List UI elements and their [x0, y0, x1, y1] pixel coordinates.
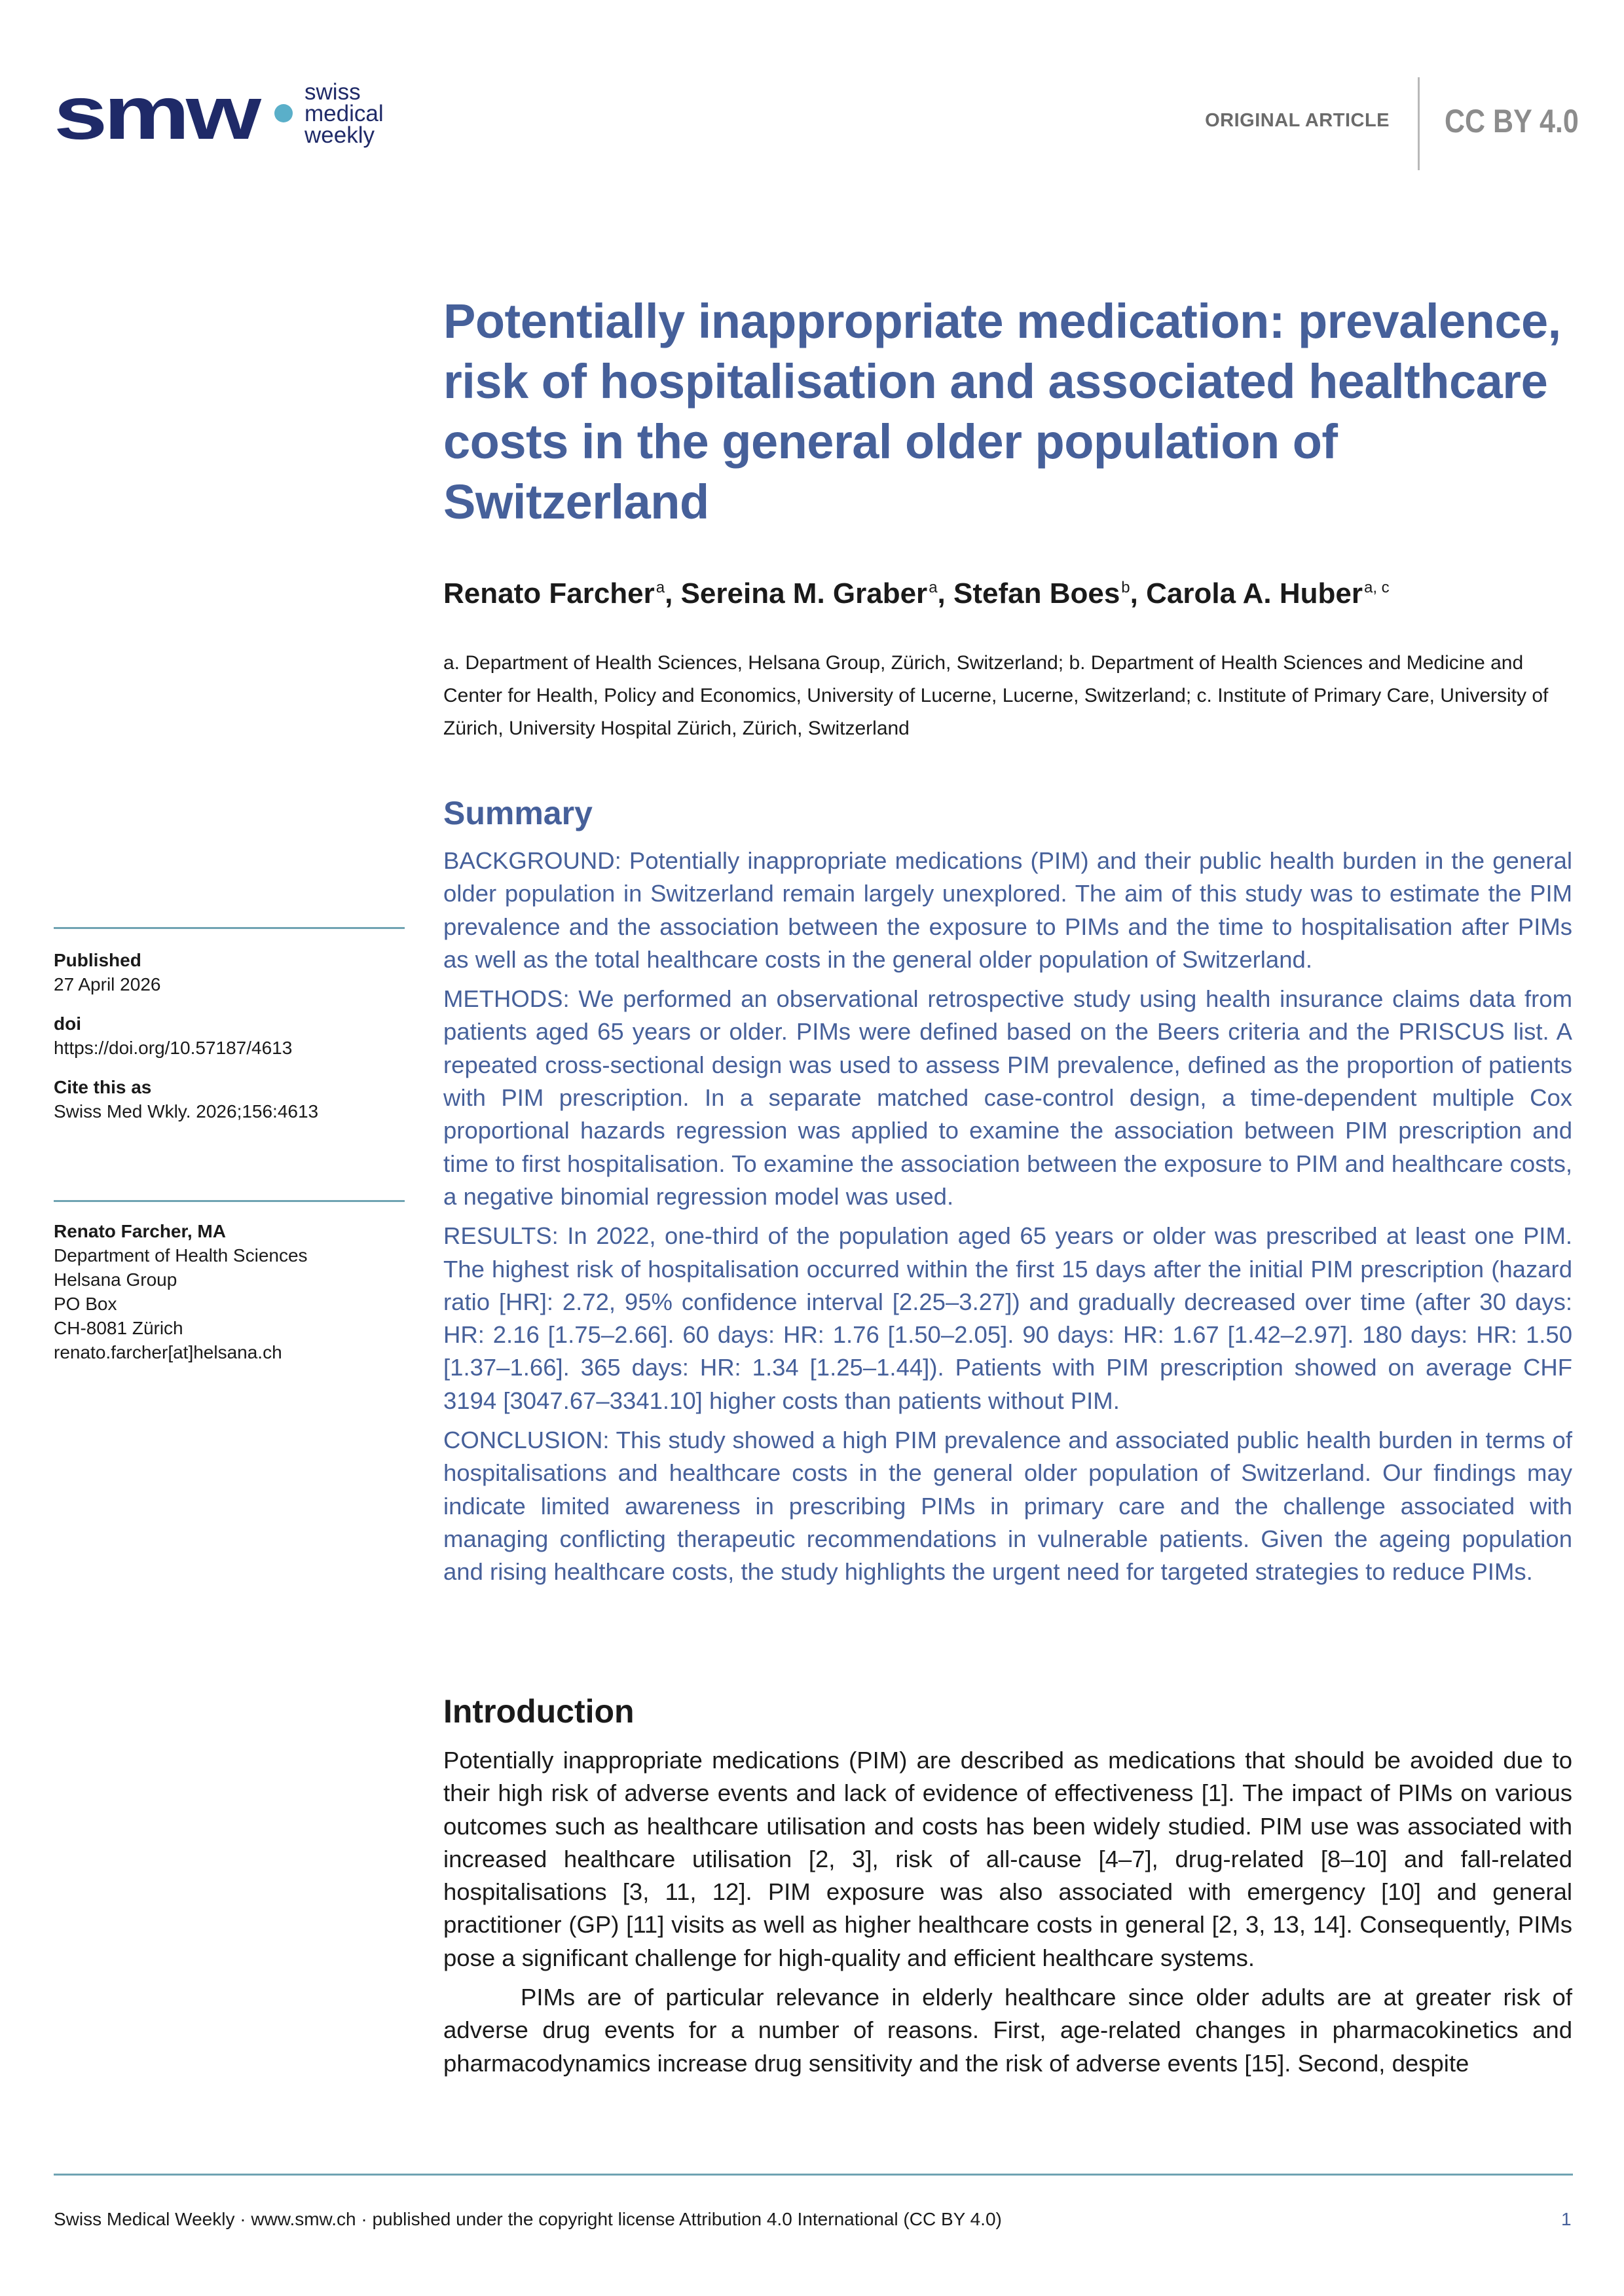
- article-type-label: ORIGINAL ARTICLE: [1205, 110, 1390, 131]
- summary-heading: Summary: [443, 795, 593, 831]
- address-line: CH-8081 Zürich: [54, 1318, 183, 1338]
- journal-logo: [54, 71, 384, 155]
- summary-conclusion: CONCLUSION: This study showed a high PIM prevalence and associated public health burden in terms of hospitalisations and healthcare costs in the general older population of Switzerland. Our findings may indicate limited awareness in prescribing PIMs in primary care and the challenge associated with managing conflicting therapeutic recommendations in vulnerable patients. Given the ageing population and rising healthcare costs, the study highlights the urgent need for targeted strategies to reduce PIMs.: [443, 1427, 1572, 1586]
- summary-results: RESULTS: In 2022, one-third of the population aged 65 years or older was prescribed at least one PIM. The highest risk of hospitalisation occurred within the first 15 days after the initial PIM prescription (hazard ratio [HR]: 2.72, 95% confidence interval [2.25–3.27]) and gradually decreased over time (after 30 days: HR: 2.16 [1.75–2.66]. 60 days: HR: 1.76 [1.50–2.05]. 90 days: HR: 1.67 [1.42–2.97]. 180 days: HR: 1.50 [1.37–1.66]. 365 days: HR: 1.34 [1.25–1.44]). Patients with PIM prescription showed on average CHF 3194 [3047.67–3341.10] higher costs than patients without PIM.: [443, 1222, 1572, 1414]
- author-affil-sup: a: [655, 579, 665, 596]
- corresponding-author-name: Renato Farcher, MA: [54, 1221, 226, 1241]
- author-affil-sup: b: [1121, 579, 1130, 596]
- footer-text: Swiss Medical Weekly · www.smw.ch · published under the copyright license Attribution 4.0 International (CC BY 4.0): [54, 2209, 1002, 2229]
- logo-line: swiss: [304, 79, 361, 105]
- author-separator: ,: [937, 577, 953, 610]
- logo-line: medical: [304, 100, 384, 126]
- header-divider: [1418, 77, 1420, 170]
- publication-info: [54, 948, 405, 1139]
- footer-rule: [54, 2174, 1573, 2176]
- doi-link[interactable]: https://doi.org/10.57187/4613: [54, 1038, 293, 1058]
- introduction-heading: Introduction: [443, 1693, 635, 1730]
- license-badge: CC BY 4.0: [1445, 103, 1579, 139]
- summary-background: BACKGROUND: Potentially inappropriate medications (PIM) and their public health burden in the general older population in Switzerland remain largely unexplored. The aim of this study was to estimate the PIM prevalence and the association between the exposure to PIMs and the time to hospitalisation after PIMs as well as the total healthcare costs in the general older population of Switzerland.: [443, 847, 1572, 973]
- sidebar-rule: [54, 927, 405, 929]
- logo-wordmark: smw: [54, 71, 258, 155]
- author-separator: ,: [665, 577, 681, 610]
- introduction-paragraph: PIMs are of particular relevance in elderly healthcare since older adults are at greater risk of adverse drug events for a number of reasons. First, age-related changes in pharmacokinetics and pharmacodynamics increase drug sensitivity and the risk of adverse events [15]. Second, despite: [443, 1984, 1572, 2077]
- author-name: Sereina M. Graber: [680, 577, 928, 610]
- address-line: Department of Health Sciences: [54, 1245, 308, 1266]
- address-line: PO Box: [54, 1294, 117, 1314]
- corresponding-author: [54, 1219, 405, 1364]
- page-number: 1: [1561, 2209, 1572, 2229]
- article-title: Potentially inappropriate medication: prevalence, risk of hospitalisation and associated healthcare costs in the general older population of Switzerland: [443, 294, 1561, 529]
- author-separator: ,: [1130, 577, 1147, 610]
- cite-label: Cite this as: [54, 1077, 152, 1097]
- address-line: Helsana Group: [54, 1269, 177, 1290]
- author-affil-sup: a, c: [1364, 579, 1390, 596]
- affiliations: a. Department of Health Sciences, Helsana Group, Zürich, Switzerland; b. Department of Health Sciences and Medicine and Center for Health, Policy and Economics, University of Lucerne, Lucerne, Switzerland; c. Institute of Primary Care, University of Zürich, University Hospital Zürich, Zürich, Switzerland: [443, 652, 1549, 739]
- introduction-paragraph: Potentially inappropriate medications (PIM) are described as medications that should be avoided due to their high risk of adverse events and lack of evidence of effectiveness [1]. The impact of PIMs on various outcomes such as healthcare utilisation and costs has been widely studied. PIM use was associated with increased healthcare utilisation [2, 3], risk of all-cause [4–7], drug-related [8–10] and fall-related hospitalisations [3, 11, 12]. PIM exposure was also associated with emergency [10] and general practitioner (GP) [11] visits as well as higher healthcare costs in general [2, 3, 13, 14]. Consequently, PIMs pose a significant challenge for high-quality and efficient healthcare systems.: [443, 1747, 1572, 1971]
- doi-label: doi: [54, 1013, 81, 1034]
- summary-methods: METHODS: We performed an observational retrospective study using health insurance claims data from patients aged 65 years or older. PIMs were defined based on the Beers criteria and the PRISCUS list. A repeated cross-sectional design was used to assess PIM prevalence, defined as the proportion of patients with PIM prescription. In a separate matched case-control design, a time-dependent multiple Cox proportional hazards regression was applied to examine the association between PIM prescription and time to first hospitalisation. To examine the association between the exposure to PIM and healthcare costs, a negative binomial regression model was used.: [443, 985, 1572, 1210]
- author-name: Renato Farcher: [443, 577, 655, 610]
- author-name: Carola A. Huber: [1146, 577, 1363, 610]
- author-name: Stefan Boes: [953, 577, 1120, 610]
- logo-journal-name: [304, 81, 384, 146]
- logo-dot-icon: [274, 104, 293, 122]
- sidebar-rule: [54, 1200, 405, 1202]
- citation: Swiss Med Wkly. 2026;156:4613: [54, 1101, 319, 1121]
- author-email[interactable]: renato.farcher[at]helsana.ch: [54, 1342, 282, 1362]
- logo-line: weekly: [304, 122, 375, 148]
- published-date: 27 April 2026: [54, 974, 161, 994]
- summary-body: [443, 845, 1572, 1595]
- introduction-body: [443, 1744, 1572, 2086]
- author-affil-sup: a: [929, 579, 938, 596]
- published-label: Published: [54, 950, 141, 970]
- author-list: [443, 577, 1583, 610]
